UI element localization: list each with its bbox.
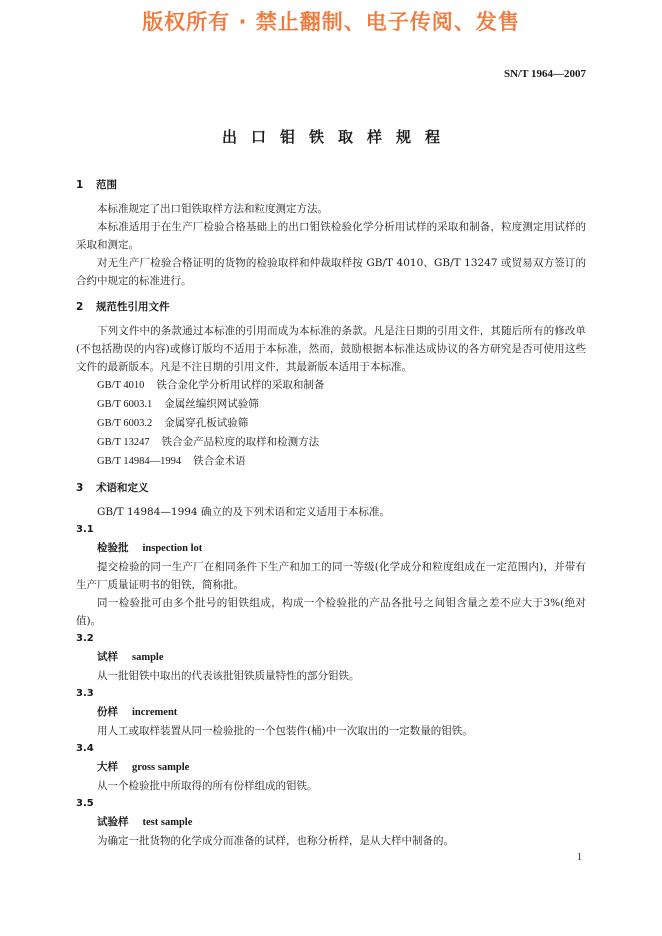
reference-code: GB/T 4010 (97, 380, 145, 391)
term-en: test sample (142, 817, 193, 828)
reference-item (76, 452, 586, 471)
reference-title: 铁合金产品粒度的取样和检测方法 (161, 436, 320, 448)
term-en: inspection lot (142, 543, 203, 554)
clause-number: 3.2 (76, 633, 94, 644)
copyright-banner: 版权所有 · 禁止翻制、电子传阅、发售 (142, 10, 520, 34)
term-en: increment (132, 707, 178, 718)
term-heading (76, 648, 586, 667)
document-title: 出口钼铁取样规程 (221, 128, 454, 146)
term-definition: 提交检验的同一生产厂在相同条件下生产和加工的同一等级(化学成分和粒度组成在一定范围内)，并带有生产厂质量证明书的钼铁，简称批。 (76, 561, 586, 591)
standard-number: SN/T 1964—2007 (503, 68, 586, 80)
term-en: sample (132, 652, 164, 663)
clause-number: 3.3 (76, 688, 94, 699)
reference-item (76, 395, 586, 414)
term-definition: 同一检验批可由多个批号的钼铁组成，构成一个检验批的产品各批号之间钼含量之差不应大于3%(绝对值)。 (76, 597, 586, 627)
paragraph: 下列文件中的条款通过本标准的引用而成为本标准的条款。凡是注日期的引用文件，其随后所有的修改单(不包括勘误的内容)或修订版均不适用于本标准，然而，鼓励根据本标准达成协议的各方研究是否可使用这些文件的最新版本。凡是不注日期的引用文件，其最新版本适用于本标准。 (76, 325, 586, 373)
clause-number: 3.1 (76, 524, 94, 535)
section-number: 3 (76, 482, 84, 494)
section-title: 范围 (96, 179, 117, 191)
term-en: gross sample (132, 762, 190, 773)
reference-item (76, 433, 586, 452)
section-title: 术语和定义 (96, 482, 149, 494)
section-heading (76, 298, 586, 316)
term-zh: 试验样 (97, 816, 129, 828)
reference-item (76, 376, 586, 395)
term-heading (76, 813, 586, 832)
term-heading (76, 758, 586, 777)
term-definition: 从一个检验批中所取得的所有份样组成的钼铁。 (97, 780, 318, 792)
term-definition: 为确定一批货物的化学成分而准备的试样，也称分析样，是从大样中制备的。 (97, 835, 454, 847)
reference-code: GB/T 6003.2 (97, 418, 153, 429)
term-heading (76, 539, 586, 558)
term-heading (76, 703, 586, 722)
reference-title: 铁合金化学分析用试样的采取和制备 (156, 379, 325, 391)
section-title: 规范性引用文件 (96, 301, 170, 313)
paragraph: GB/T 14984—1994 确立的及下列术语和定义适用于本标准。 (97, 506, 390, 518)
paragraph: 对无生产厂检验合格证明的货物的检验取样和仲裁取样按 GB/T 4010、GB/T 13247 或贸易双方签订的合约中规定的标准进行。 (76, 257, 586, 287)
clause-number: 3.4 (76, 743, 94, 754)
clause-number: 3.5 (76, 798, 94, 809)
reference-title: 铁合金术语 (193, 455, 246, 467)
term-definition: 用人工或取样装置从同一检验批的一个包装件(桶)中一次取出的一定数量的钼铁。 (97, 725, 473, 737)
reference-item (76, 414, 586, 433)
term-definition: 从一批钼铁中取出的代表该批钼铁质量特性的部分钼铁。 (97, 670, 360, 682)
reference-title: 金属穿孔板试验筛 (164, 417, 249, 429)
section-number: 2 (76, 301, 84, 313)
reference-code: GB/T 13247 (97, 437, 150, 448)
section-heading (76, 176, 586, 194)
section-heading (76, 479, 586, 497)
reference-title: 金属丝编织网试验筛 (164, 398, 259, 410)
term-zh: 大样 (97, 761, 118, 773)
reference-code: GB/T 14984—1994 (97, 456, 182, 467)
document-body (76, 176, 586, 850)
paragraph: 本标准适用于在生产厂检验合格基础上的出口钼铁检验化学分析用试样的采取和制备，粒度测定用试样的采取和测定。 (76, 221, 586, 251)
reference-code: GB/T 6003.1 (97, 399, 153, 410)
term-zh: 试样 (97, 651, 118, 663)
page-number: 1 (577, 852, 582, 863)
term-zh: 份样 (97, 706, 118, 718)
paragraph: 本标准规定了出口钼铁取样方法和粒度测定方法。 (97, 203, 328, 215)
term-zh: 检验批 (97, 542, 129, 554)
section-number: 1 (76, 179, 84, 191)
